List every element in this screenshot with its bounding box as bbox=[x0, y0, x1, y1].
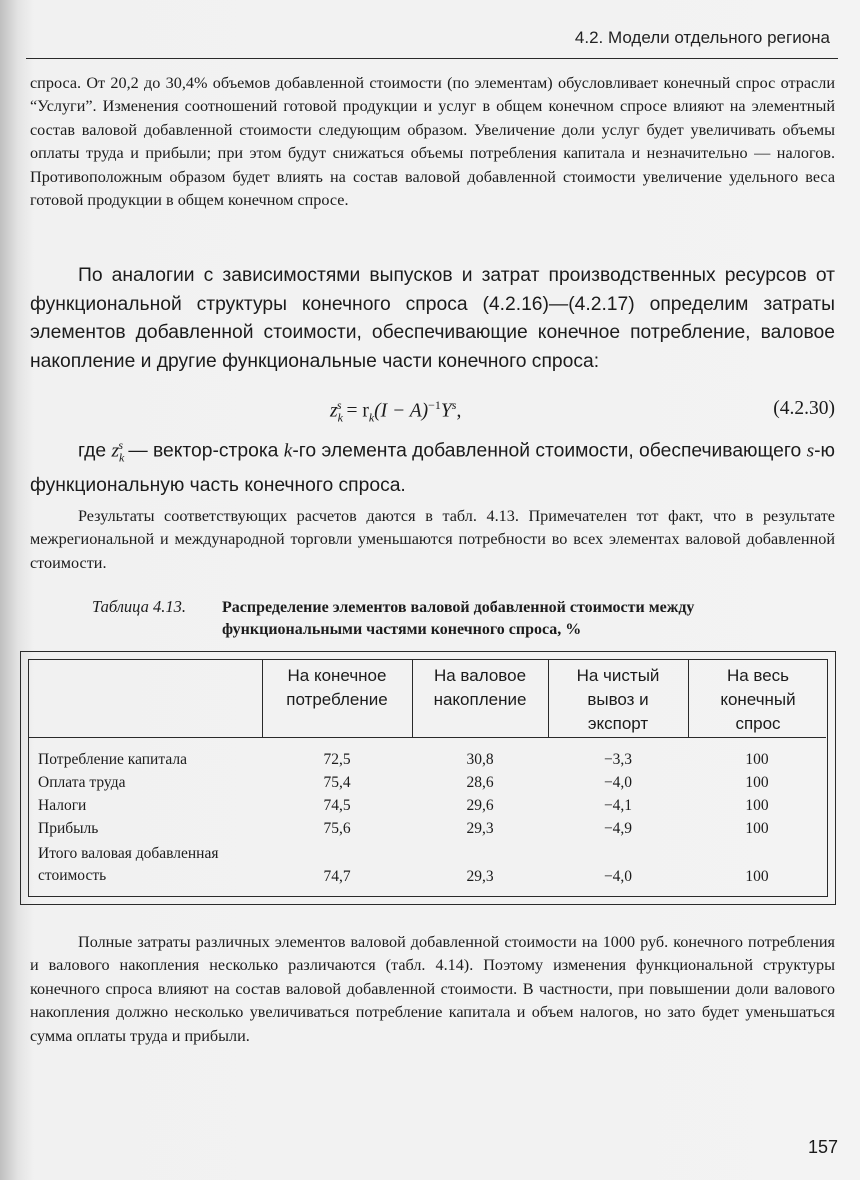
row-label: Оплата труда bbox=[38, 774, 126, 791]
table-title: Распределение элементов валовой добавленной стоимости между функциональными частями конечного спроса, % bbox=[222, 599, 695, 638]
table-column-divider bbox=[412, 659, 413, 737]
formula-4-2-30 bbox=[30, 398, 835, 426]
page-number: 157 bbox=[807, 1137, 838, 1157]
table-cell: 100 bbox=[745, 820, 769, 837]
table-cell: 100 bbox=[745, 751, 769, 768]
table-label: Таблица 4.13. bbox=[92, 597, 186, 616]
column-header-total: На весь конечный спрос bbox=[720, 666, 796, 733]
table-column-divider bbox=[262, 659, 263, 737]
paragraph-2: По аналогии с зависимостями выпусков и затрат производственных ресурсов от функциональной структуры конечного спроса (4.2.16)—(4.2.17) определим затраты элементов добавленной стоимости, обеспечивающие конечное потребление, валовое накопление и другие функциональные части конечного спроса: bbox=[30, 265, 835, 372]
table-header-rule bbox=[28, 737, 826, 738]
column-header-accumulation: На валовое накопление bbox=[433, 666, 527, 709]
table-cell: 100 bbox=[745, 797, 769, 814]
row-label-total: Итого валовая добавленная стоимость bbox=[38, 845, 219, 884]
formula-explanation: где $z_k^s$ — вектор-строка k-го элемента добавленной стоимости, обеспечивающего s-ю функциональную часть конечного спроса. bbox=[30, 438, 835, 496]
table-cell: 72,5 bbox=[323, 751, 351, 768]
running-head: 4.2. Модели отдельного региона bbox=[574, 28, 830, 47]
formula-number: (4.2.30) bbox=[773, 398, 835, 419]
paragraph-4: Полные затраты различных элементов валовой добавленной стоимости на 1000 руб. конечного потребления и валового накопления несколько различаются (табл. 4.14). Поэтому изменения функциональной структуры конечного спроса влияют на состав валовой добавленной стоимости. В частности, при повышении доли валового накопления должно несколько увеличиваться потребление капитала и объем налогов, но зато будет уменьшаться сумма оплаты труда и прибыли. bbox=[30, 933, 835, 1045]
header-rule bbox=[26, 58, 838, 59]
column-header-export: На чистый вывоз и экспорт bbox=[576, 666, 660, 733]
row-label: Прибыль bbox=[38, 820, 99, 837]
table-cell: 100 bbox=[745, 868, 769, 885]
table-cell: 29,3 bbox=[466, 820, 494, 837]
table-cell: 28,6 bbox=[466, 774, 494, 791]
paragraph-1: спроса. От 20,2 до 30,4% объемов добавленной стоимости (по элементам) обусловливает конечный спрос отрасли “Услуги”. Изменения соотношений готовой продукции и услуг в общем конечном спросе влияют на элементный состав валовой добавленной стоимости следующим образом. Увеличение доли услуг будет увеличивать объемы оплаты труда и прибыли; при этом будут снижаться объемы потребления капитала и незначительно — налогов. Противоположным образом будет влиять на состав валовой добавленной стоимости увеличение удельного веса готовой продукции в общем конечном спросе. bbox=[30, 74, 835, 210]
paragraph-3: Результаты соответствующих расчетов даются в табл. 4.13. Примечателен тот факт, что в результате межрегиональной и международной торговли уменьшаются потребности во всех элементах валовой добавленной стоимости. bbox=[30, 507, 835, 572]
table-cell: 75,4 bbox=[323, 774, 351, 791]
table-cell: 29,3 bbox=[466, 868, 494, 885]
table-cell: −4,9 bbox=[603, 820, 633, 837]
table-column-divider bbox=[688, 659, 689, 737]
table-cell: 29,6 bbox=[466, 797, 494, 814]
table-cell: 74,5 bbox=[323, 797, 351, 814]
table-cell: −4,0 bbox=[603, 868, 633, 885]
table-column-divider bbox=[548, 659, 549, 737]
table-cell: −4,1 bbox=[603, 797, 633, 814]
column-header-consumption: На конечное потребление bbox=[286, 666, 388, 709]
row-label: Налоги bbox=[38, 797, 87, 814]
row-label: Потребление капитала bbox=[38, 751, 187, 768]
table-cell: 30,8 bbox=[466, 751, 494, 768]
table-cell: −3,3 bbox=[603, 751, 633, 768]
table-cell: 75,6 bbox=[323, 820, 351, 837]
table-cell: 74,7 bbox=[323, 868, 351, 885]
formula-expression: $z_k^s = r_k(I - A)^{-1}Y^s$, bbox=[330, 398, 462, 425]
table-cell: 100 bbox=[745, 774, 769, 791]
table-cell: −4,0 bbox=[603, 774, 633, 791]
